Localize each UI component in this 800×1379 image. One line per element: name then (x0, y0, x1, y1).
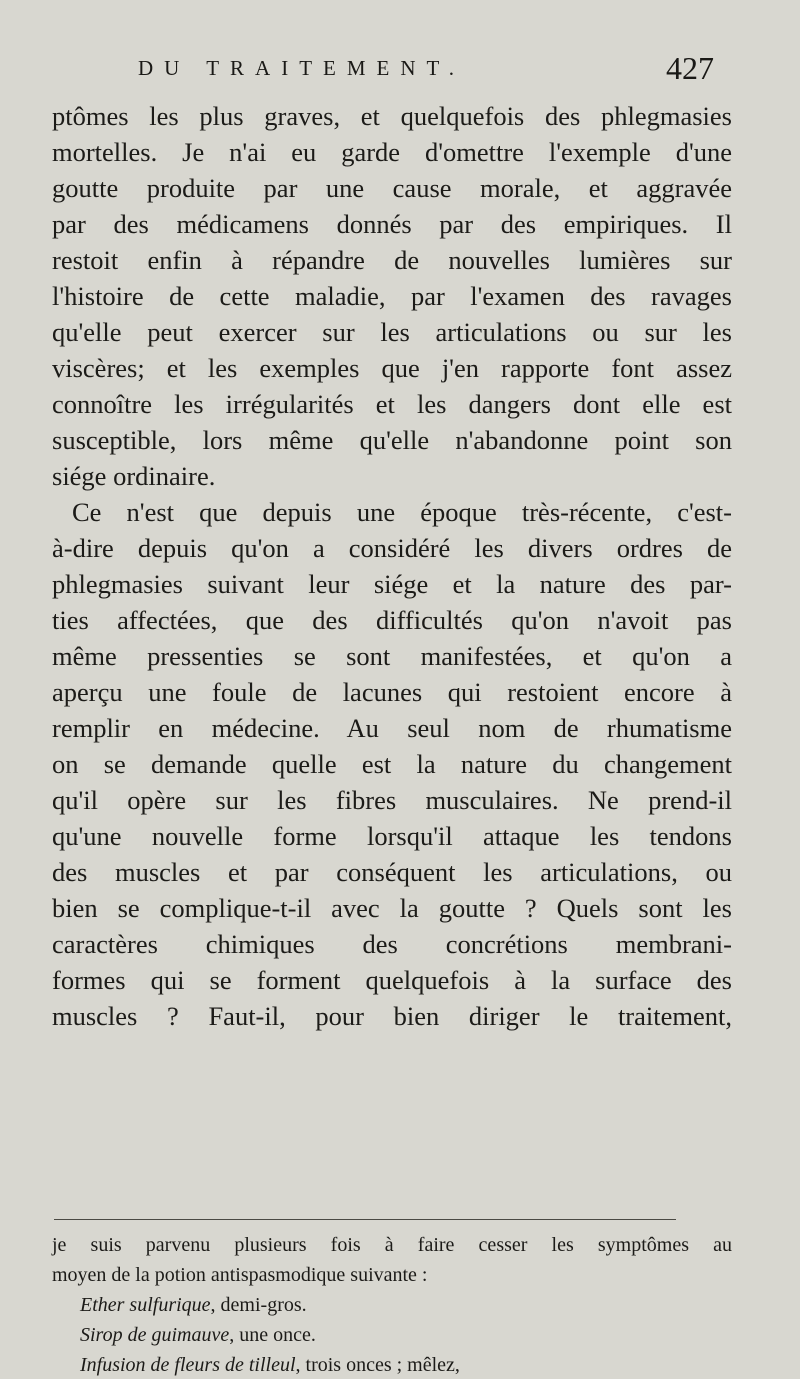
recipe-dose: , trois onces ; mêlez, (295, 1354, 460, 1376)
text-line: on se demande quelle est la nature du changement (52, 749, 732, 779)
recipe-line (52, 1290, 732, 1320)
text-line: qu'il opère sur les fibres musculaires. Ne prend-il (52, 785, 732, 815)
footnote-line: je suis parvenu plusieurs fois à faire cesser les symptômes au (52, 1234, 732, 1256)
text-line: formes qui se forment quelquefois à la surface des (52, 965, 732, 995)
body-text (52, 98, 732, 1034)
recipe-dose: , une once. (229, 1324, 316, 1346)
recipe-dose: , demi-gros. (210, 1294, 307, 1316)
footnote-line: moyen de la potion antispasmodique suivante : (52, 1264, 428, 1286)
page-number: 427 (666, 50, 714, 86)
text-line: à-dire depuis qu'on a considéré les divers ordres de (52, 533, 732, 563)
footnote (52, 1230, 732, 1379)
text-line: siége ordinaire. (52, 461, 216, 491)
text-line: restoit enfin à répandre de nouvelles lumières sur (52, 245, 732, 275)
text-line: mortelles. Je n'ai eu garde d'omettre l'exemple d'une (52, 137, 732, 167)
text-line: l'histoire de cette maladie, par l'examen des ravages (52, 281, 732, 311)
page-header (104, 50, 714, 94)
text-line: susceptible, lors même qu'elle n'abandonne point son (52, 425, 732, 455)
text-line: goutte produite par une cause morale, et aggravée (52, 173, 732, 203)
text-line: aperçu une foule de lacunes qui restoient encore à (52, 677, 732, 707)
running-head: DU TRAITEMENT. (138, 56, 466, 80)
text-line: remplir en médecine. Au seul nom de rhumatisme (52, 713, 732, 743)
text-line: ties affectées, que des difficultés qu'on n'avoit pas (52, 605, 732, 635)
footnote-divider (54, 1219, 676, 1220)
recipe-ingredient: Ether sulfurique (80, 1294, 211, 1316)
text-line: connoître les irrégularités et les dangers dont elle est (52, 389, 732, 419)
text-line: qu'une nouvelle forme lorsqu'il attaque les tendons (52, 821, 732, 851)
text-line: qu'elle peut exercer sur les articulations ou sur les (52, 317, 732, 347)
text-line: ptômes les plus graves, et quelquefois des phlegmasies (52, 101, 732, 131)
recipe-ingredient: Sirop de guimauve (80, 1324, 230, 1346)
text-line: bien se complique-t-il avec la goutte ? Quels sont les (52, 893, 732, 923)
text-line: caractères chimiques des concrétions membrani- (52, 929, 732, 959)
text-line: muscles ? Faut-il, pour bien diriger le traitement, (52, 1001, 732, 1031)
text-line: viscères; et les exemples que j'en rapporte font assez (52, 353, 732, 383)
text-line: même pressenties se sont manifestées, et qu'on a (52, 641, 732, 671)
paragraph-start-line: Ce n'est que depuis une époque très-récente, c'est- (72, 497, 732, 527)
text-line: phlegmasies suivant leur siége et la nature des par- (52, 569, 732, 599)
text-line: par des médicamens donnés par des empiriques. Il (52, 209, 732, 239)
recipe-line (52, 1350, 732, 1379)
recipe-ingredient: Infusion de fleurs de tilleul (80, 1354, 296, 1376)
text-line: des muscles et par conséquent les articulations, ou (52, 857, 732, 887)
recipe-line (52, 1320, 732, 1350)
